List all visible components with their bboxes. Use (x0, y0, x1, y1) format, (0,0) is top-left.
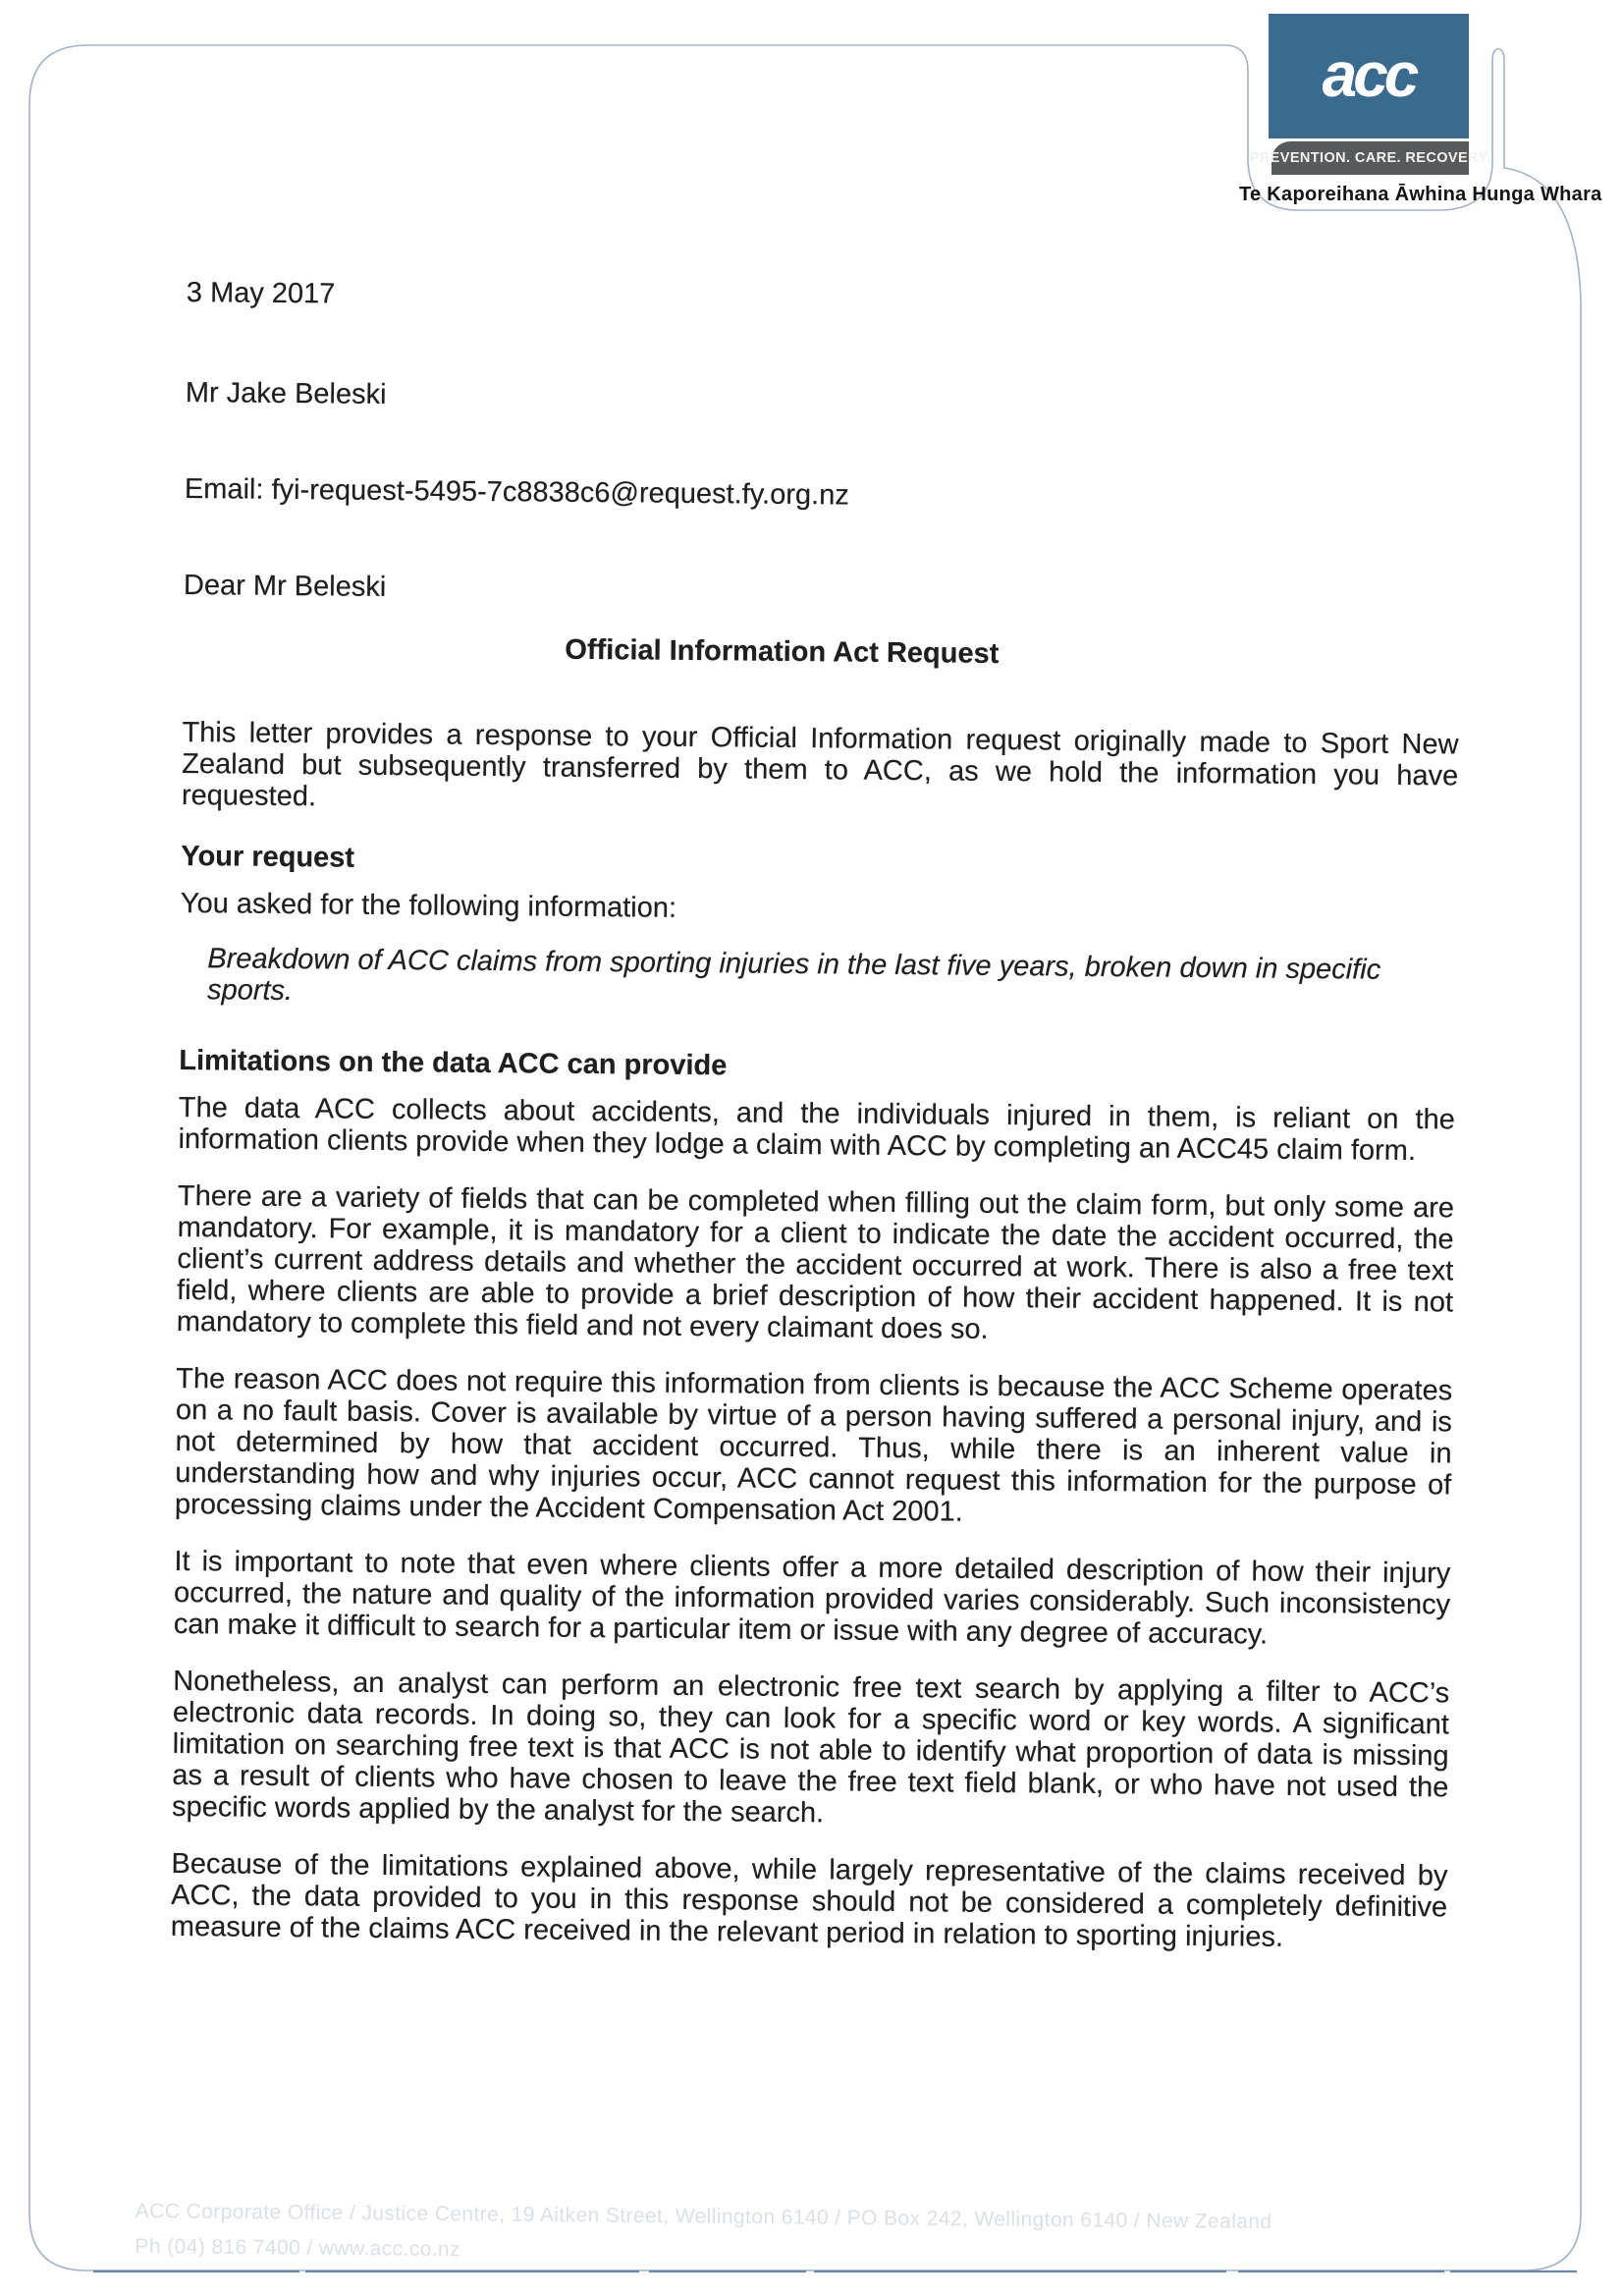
limitations-paragraph: The reason ACC does not require this information from clients is because the ACC Scheme operates on a no fault basis. Cover is available by virtue of a person having suffered a personal injury, and is not determined by how that accident occurred. Thus, while there is an inherent value in understanding how and why injuries occur, ACC cannot request this information for the purpose of processing claims under the Accident Compensation Act 2001. (174, 1362, 1453, 1528)
letter-footer (135, 2194, 1271, 2275)
your-request-heading: Your request (181, 840, 355, 874)
limitations-paragraph: The data ACC collects about accidents, and the individuals injured in them, is reliant on the information clients provide when they lodge a claim with ACC by completing an ACC45 claim form. (178, 1091, 1455, 1168)
limitations-paragraph: There are a variety of fields that can be completed when filling out the claim form, but only some are mandatory. For example, it is mandatory for a client to indicate the date the accident occurred, the client’s current address details and whether the accident occurred at work. There is also a free text field, where clients are able to provide a brief description of how their accident happened. It is not mandatory to complete this field and not every claimant does so. (176, 1179, 1455, 1345)
limitations-paragraph: Nonetheless, an analyst can perform an electronic free text search by applying a filter to ACC’s electronic data records. In doing so, they can look for a specific word or key words. A significant limitation on searching free text is that ACC is not able to identify what proportion of data is missing as a result of clients who have chosen to leave the free text field blank, or who have not used the specific words applied by the analyst for the search. (171, 1665, 1450, 1830)
letter-title: Official Information Act Request (565, 633, 1000, 670)
acc-logo (1239, 14, 1602, 206)
acc-logo-wordmark: acc (1322, 38, 1416, 110)
limitations-paragraph: Because of the limitations explained above, while largely representative of the claims received by ACC, the data provided to you in this response should not be considered a completely definitive measure of the claims ACC received in the relevant period in relation to sporting injuries. (170, 1847, 1448, 1953)
limitations-paragraph: It is important to note that even where clients offer a more detailed description of how their injury occurred, the nature and quality of the information provided varies considerably. Such inconsistency can make it difficult to search for a particular item or issue with any degree of accuracy. (173, 1545, 1451, 1651)
recipient-email: Email: fyi-request-5495-7c8838c6@request.fy.org.nz (184, 472, 849, 512)
salutation: Dear Mr Beleski (183, 569, 387, 603)
acc-logo-box (1269, 14, 1469, 138)
letter-date: 3 May 2017 (186, 277, 336, 310)
logo-subtitle-maori: Te Kaporeihana Āwhina Hunga Whara (1239, 184, 1602, 205)
footer-address: ACC Corporate Office / Justice Centre, 19 Aitken Street, Wellington 6140 / PO Box 242, Wellington 6140 / New Zealand (135, 2199, 1272, 2234)
request-lead: You asked for the following information: (180, 887, 677, 924)
logo-tagline-banner (1249, 138, 1491, 175)
limitations-heading: Limitations on the data ACC can provide (179, 1044, 728, 1082)
logo-tagline: PREVENTION. CARE. RECOVERY. (1249, 150, 1491, 166)
letter-body (170, 277, 1462, 1980)
request-quote: Breakdown of ACC claims from sporting injuries in the last five years, broken down in specific sports. (206, 943, 1381, 1008)
footer-phone: Ph (04) 816 7400 / www.acc.co.nz (135, 2234, 461, 2262)
recipient-name: Mr Jake Beleski (185, 376, 387, 410)
intro-paragraph: This letter provides a response to your Official Information request originally made to Sport New Zealand but subsequently transferred by them to ACC, as we hold the information you have requested. (181, 716, 1459, 813)
